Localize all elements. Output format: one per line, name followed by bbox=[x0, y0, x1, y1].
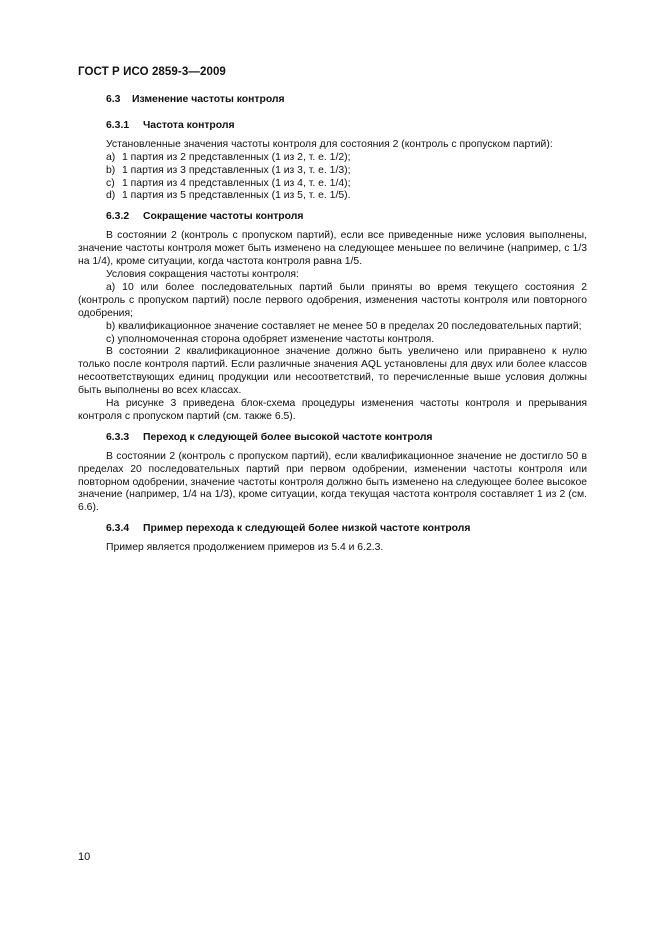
section-title: Пример перехода к следующей более низкой частоте контроля bbox=[143, 523, 471, 535]
paragraph: В состоянии 2 (контроль с пропуском партий), если все приведенные ниже условия выполнены, значение частоты контроля может быть изменено на следующее меньшее по величине (например, с 1/3 на 1/4), кроме ситуации, когда частота контроля равна 1/5. bbox=[78, 230, 587, 268]
section-title: Изменение частоты контроля bbox=[132, 94, 285, 105]
frequency-list bbox=[78, 152, 587, 204]
paragraph: В состоянии 2 (контроль с пропуском партий), если квалификационное значение не достигло 50 в пределах 20 последовательных партий при первом одобрении, изменении частоты контроля или повторном одобрении, значение частоты контроля должно быть изменено на следующее более высокое значение (например, 1/4 на 1/3), кроме ситуации, когда текущая частота контроля составляет 1 из 2 (см. 6.6). bbox=[78, 450, 587, 514]
section-heading-6-3-3 bbox=[78, 432, 587, 445]
paragraph: Установленные значения частоты контроля для состояния 2 (контроль с пропуском партий): bbox=[106, 138, 553, 150]
section-number: 6.3 bbox=[106, 94, 121, 105]
paragraph: На рисунке 3 приведена блок-схема процедуры изменения частоты контроля и прерывания контроля с пропуском партий (см. также 6.5). bbox=[78, 398, 587, 422]
list-marker: a) bbox=[106, 281, 116, 293]
list-item bbox=[78, 190, 587, 203]
list-item-text: 1 партия из 5 представленных (1 из 5, т. е. 1/5). bbox=[122, 190, 351, 202]
document-body bbox=[78, 88, 587, 555]
section-number: 6.3.1 bbox=[106, 119, 130, 131]
paragraph: Пример является продолжением примеров из 5.4 и 6.2.3. bbox=[106, 542, 384, 554]
section-number: 6.3.2 bbox=[106, 211, 130, 223]
list-marker: c) bbox=[106, 177, 115, 189]
list-marker: c) bbox=[106, 333, 115, 345]
list-item bbox=[78, 334, 587, 347]
page-number: 10 bbox=[78, 851, 91, 863]
list-marker: a) bbox=[106, 151, 116, 163]
list-item-text: 10 или более последовательных партий были приняты во время текущего состояния 2 (контроль с пропуском партий) после первого одобрения, изменения частоты контроля или повторного одобрения; bbox=[78, 281, 588, 319]
list-item bbox=[78, 321, 587, 334]
list-marker: d) bbox=[106, 190, 116, 202]
section-heading-6-3-1 bbox=[78, 120, 587, 133]
list-marker: b) bbox=[106, 164, 116, 176]
section-heading-6-3-2 bbox=[78, 211, 587, 224]
list-item-text: 1 партия из 2 представленных (1 из 2, т. е. 1/2); bbox=[122, 151, 351, 163]
section-heading-6-3-4 bbox=[78, 523, 587, 536]
section-title: Переход к следующей более высокой частоте контроля bbox=[143, 431, 433, 443]
list-item-text: квалификационное значение составляет не менее 50 в пределах 20 последовательных партий; bbox=[118, 320, 582, 332]
section-number: 6.3.3 bbox=[106, 431, 130, 443]
section-number: 6.3.4 bbox=[106, 523, 130, 535]
list-item-text: 1 партия из 3 представленных (1 из 3, т. е. 1/3); bbox=[122, 164, 351, 176]
document-header: ГОСТ Р ИСО 2859-3—2009 bbox=[78, 66, 226, 78]
list-item bbox=[78, 178, 587, 191]
paragraph: Условия сокращения частоты контроля: bbox=[106, 268, 299, 280]
list-item bbox=[78, 152, 587, 165]
list-item-text: уполномоченная сторона одобряет изменение частоты контроля. bbox=[117, 333, 435, 345]
paragraph: В состоянии 2 квалификационное значение должно быть увеличено или приравнено к нулю только после контроля партий. Если различные значения AQL установлены для двух или более классов несоответствующих единиц продукции или несоответствий, то перечисленные выше условия должны быть выполнены во всех классах. bbox=[78, 346, 587, 397]
section-title: Сокращение частоты контроля bbox=[143, 211, 304, 223]
section-title: Частота контроля bbox=[143, 119, 235, 131]
list-item bbox=[78, 282, 587, 321]
list-marker: b) bbox=[106, 320, 116, 332]
list-item bbox=[78, 165, 587, 178]
list-item-text: 1 партия из 4 представленных (1 из 4, т. е. 1/4); bbox=[122, 177, 351, 189]
section-heading-6-3 bbox=[78, 94, 587, 107]
